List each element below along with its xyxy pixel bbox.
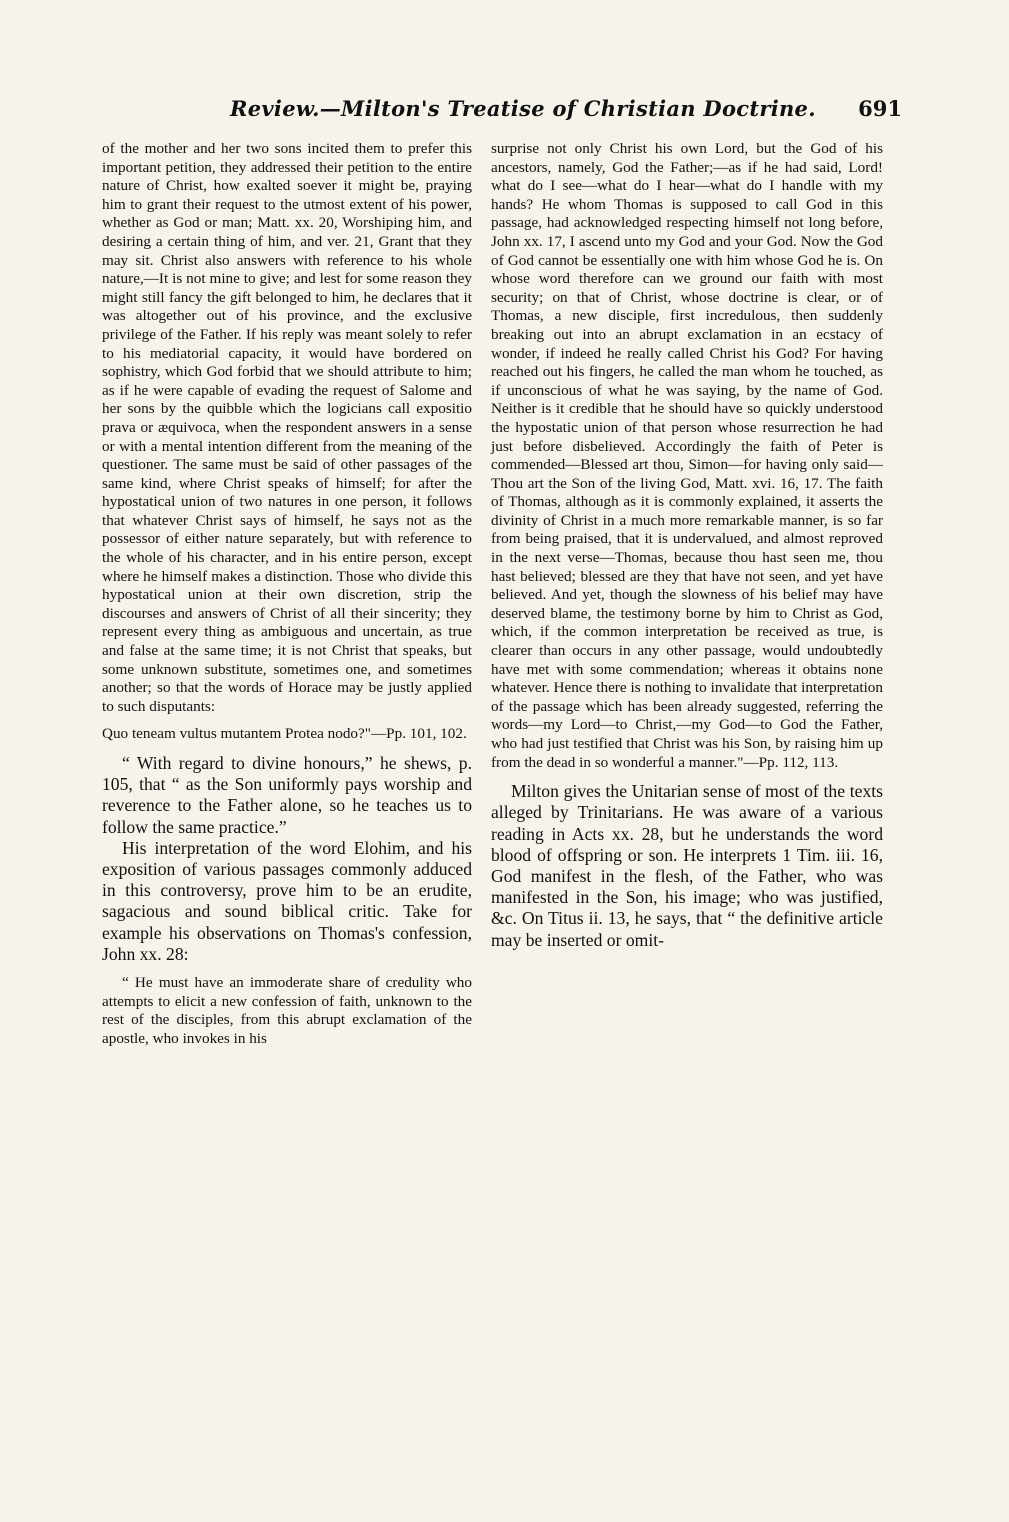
paragraph: “ He must have an immoderate share of credulity who attempts to elicit a new confession of faith, unknown to the rest of the disciples, from this abrupt exclamation of the apostle, who invokes in his [102,974,472,1047]
paragraph: Milton gives the Unitarian sense of most of the texts alleged by Trinitarians. He was aware of a various reading in Acts xx. 28, but he understands the word blood of offspring or son. He interprets 1 Tim. iii. 16, God manifest in the flesh, of the Father, who was manifested in the Son, his image; who was justified, &c. On Titus ii. 13, he says, that “ the definitive article may be inserted or omit- [491,781,883,950]
paragraph: surprise not only Christ his own Lord, but the God of his ancestors, namely, God the Father;—as if he had said, Lord! what do I see—what do I hear—what do I handle with my hands? He whom Thomas is supposed to call God in this passage, had acknowledged respecting himself not long before, John xx. 17, I ascend unto my God and your God. Now the God of God cannot be essentially one with him whose God he is. On whose word therefore can we ground our faith with most security; on that of Christ, whose doctrine is clear, or of Thomas, a new disciple, first incredulous, then suddenly breaking out into an abrupt exclamation in an ecstacy of wonder, if indeed he really called Christ his God? For having reached out his fingers, he called the man whom he touched, as if unconscious of what he was saying, by the name of God. Neither is it credible that he should have so quickly understood the hypostatic union of that person whose resurrection he had just before disbelieved. Accordingly the faith of Peter is commended—Blessed art thou, Simon—for having only said—Thou art the Son of the living God, Matt. xvi. 16, 17. The faith of Thomas, although as it is commonly explained, it asserts the divinity of Christ in a much more remarkable manner, is so far from being praised, that it is undervalued, and almost reproved in the next verse—Thomas, because thou hast seen me, thou hast believed; blessed are they that have not seen, and yet have believed. And yet, though the slowness of his belief may have deserved blame, the testimony borne by him to Christ as God, which, if the common interpretation be received as true, is clearer than occurs in any other passage, would undoubtedly have met with some commendation; whereas it obtains none whatever. Hence there is nothing to invalidate that interpretation of the passage which has been already suggested, referring the words—my Lord—to Christ,—my God—to God the Father, who had just testified that Christ was his Son, by raising him up from the dead in so wonderful a manner."—Pp. 112, 113. [491,140,883,771]
verse-quotation: Quo teneam vultus mutantem Protea nodo?"—Pp. 101, 102. [102,725,467,743]
right-column [491,140,883,951]
page-header [102,96,902,126]
paragraph: of the mother and her two sons incited them to prefer this important petition, they addressed their petition to the entire nature of Christ, how exalted soever it might be, praying him to grant their request to the utmost extent of his power, whether as God or man; Matt. xx. 20, Worshiping him, and desiring a certain thing of him, and ver. 21, Grant that they may sit. Christ also answers with reference to his whole nature,—It is not mine to give; and lest for some reason they might still fancy the gift belonged to him, he declares that it was altogether out of his province, and the exclusive privilege of the Father. If his reply was meant solely to refer to his mediatorial capacity, it would have bordered on sophistry, which God forbid that we should attribute to him; as if he were capable of evading the request of Salome and her sons by the quibble which the logicians call expositio prava or æquivoca, when the respondent answers in a sense or with a mental intention different from the meaning of the questioner. The same must be said of other passages of the same kind, where Christ speaks of himself; for after the hypostatical union of two natures in one person, it follows that whatever Christ says of himself, he says not as the possessor of either nature separately, but with reference to the whole of his character, and in his entire person, except where he himself makes a distinction. Those who divide this hypostatical union at their own discretion, strip the discourses and answers of Christ of all their sincerity; they represent every thing as ambiguous and uncertain, as true and false at the same time; it is not Christ that speaks, but some unknown substitute, sometimes one, and sometimes another; so that the words of Horace may be justly applied to such disputants: [102,140,472,715]
paragraph: His interpretation of the word Elohim, and his exposition of various passages commonly adduced in this controversy, prove him to be an erudite, sagacious and sound biblical critic. Take for example his observations on Thomas's confession, John xx. 28: [102,837,472,964]
paragraph: “ With regard to divine honours,” he shews, p. 105, that “ as the Son uniformly pays worship and reverence to the Father alone, so he teaches us to follow the same practice.” [102,753,472,837]
page-number: 691 [858,96,902,121]
left-column [102,140,472,1048]
running-title: Review.—Milton's Treatise of Christian Doctrine. [230,96,816,121]
